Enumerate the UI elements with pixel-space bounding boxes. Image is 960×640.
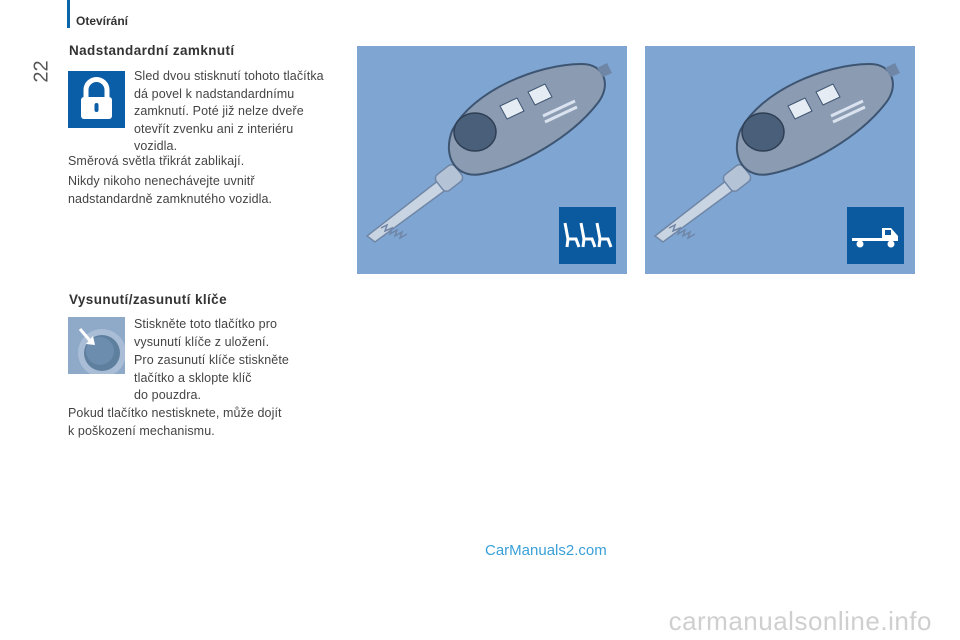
- text-line: k poškození mechanismu.: [68, 423, 215, 438]
- key-illustration-seats: [357, 46, 627, 274]
- text-line: Sled dvou stisknutí tohoto tlačítka: [134, 69, 324, 83]
- section-title: Otevírání: [76, 14, 129, 28]
- carmanuals-watermark: CarManuals2.com: [485, 542, 607, 559]
- carmanualsonline-watermark: carmanualsonline.info: [668, 606, 932, 636]
- side-accent-bar: [67, 0, 70, 28]
- key-warning: [68, 405, 282, 440]
- seats-icon: [559, 207, 616, 264]
- text-line: Nikdy nikoho nenechávejte uvnitř: [68, 174, 255, 188]
- key-instruction-2: [134, 352, 289, 405]
- text-line: otevřít zvenku ani z interiéru: [134, 121, 294, 136]
- text-line: zamknutí. Poté již nelze dveře: [134, 104, 304, 118]
- text-line: Pokud tlačítko nestisknete, může dojít: [68, 406, 282, 420]
- text-line: Pro zasunutí klíče stiskněte: [134, 353, 289, 367]
- text-line: vozidla.: [134, 139, 178, 153]
- chassis-cab-truck-icon: [847, 207, 904, 264]
- text-line: dá povel k nadstandardnímu: [134, 86, 295, 101]
- key-instruction-1: [134, 316, 277, 351]
- text-line: nadstandardně zamknutého vozidla.: [68, 191, 273, 206]
- text-line: vysunutí klíče z uložení.: [134, 334, 270, 349]
- superlock-intro: [134, 68, 324, 156]
- text-line: Stiskněte toto tlačítko pro: [134, 317, 278, 331]
- key-release-button-icon: [68, 317, 125, 374]
- key-heading: Vysunutí/zasunutí klíče: [69, 292, 227, 307]
- superlock-heading: Nadstandardní zamknutí: [69, 43, 235, 58]
- key-illustration-chassis: [645, 46, 915, 274]
- padlock-icon: [68, 71, 125, 128]
- superlock-warning: [68, 173, 272, 208]
- page-number: 22: [30, 60, 53, 83]
- text-line: do pouzdra.: [134, 388, 202, 402]
- text-line: tlačítko a sklopte klíč: [134, 370, 252, 385]
- indicator-flash-text: Směrová světla třikrát zablikají.: [68, 154, 245, 168]
